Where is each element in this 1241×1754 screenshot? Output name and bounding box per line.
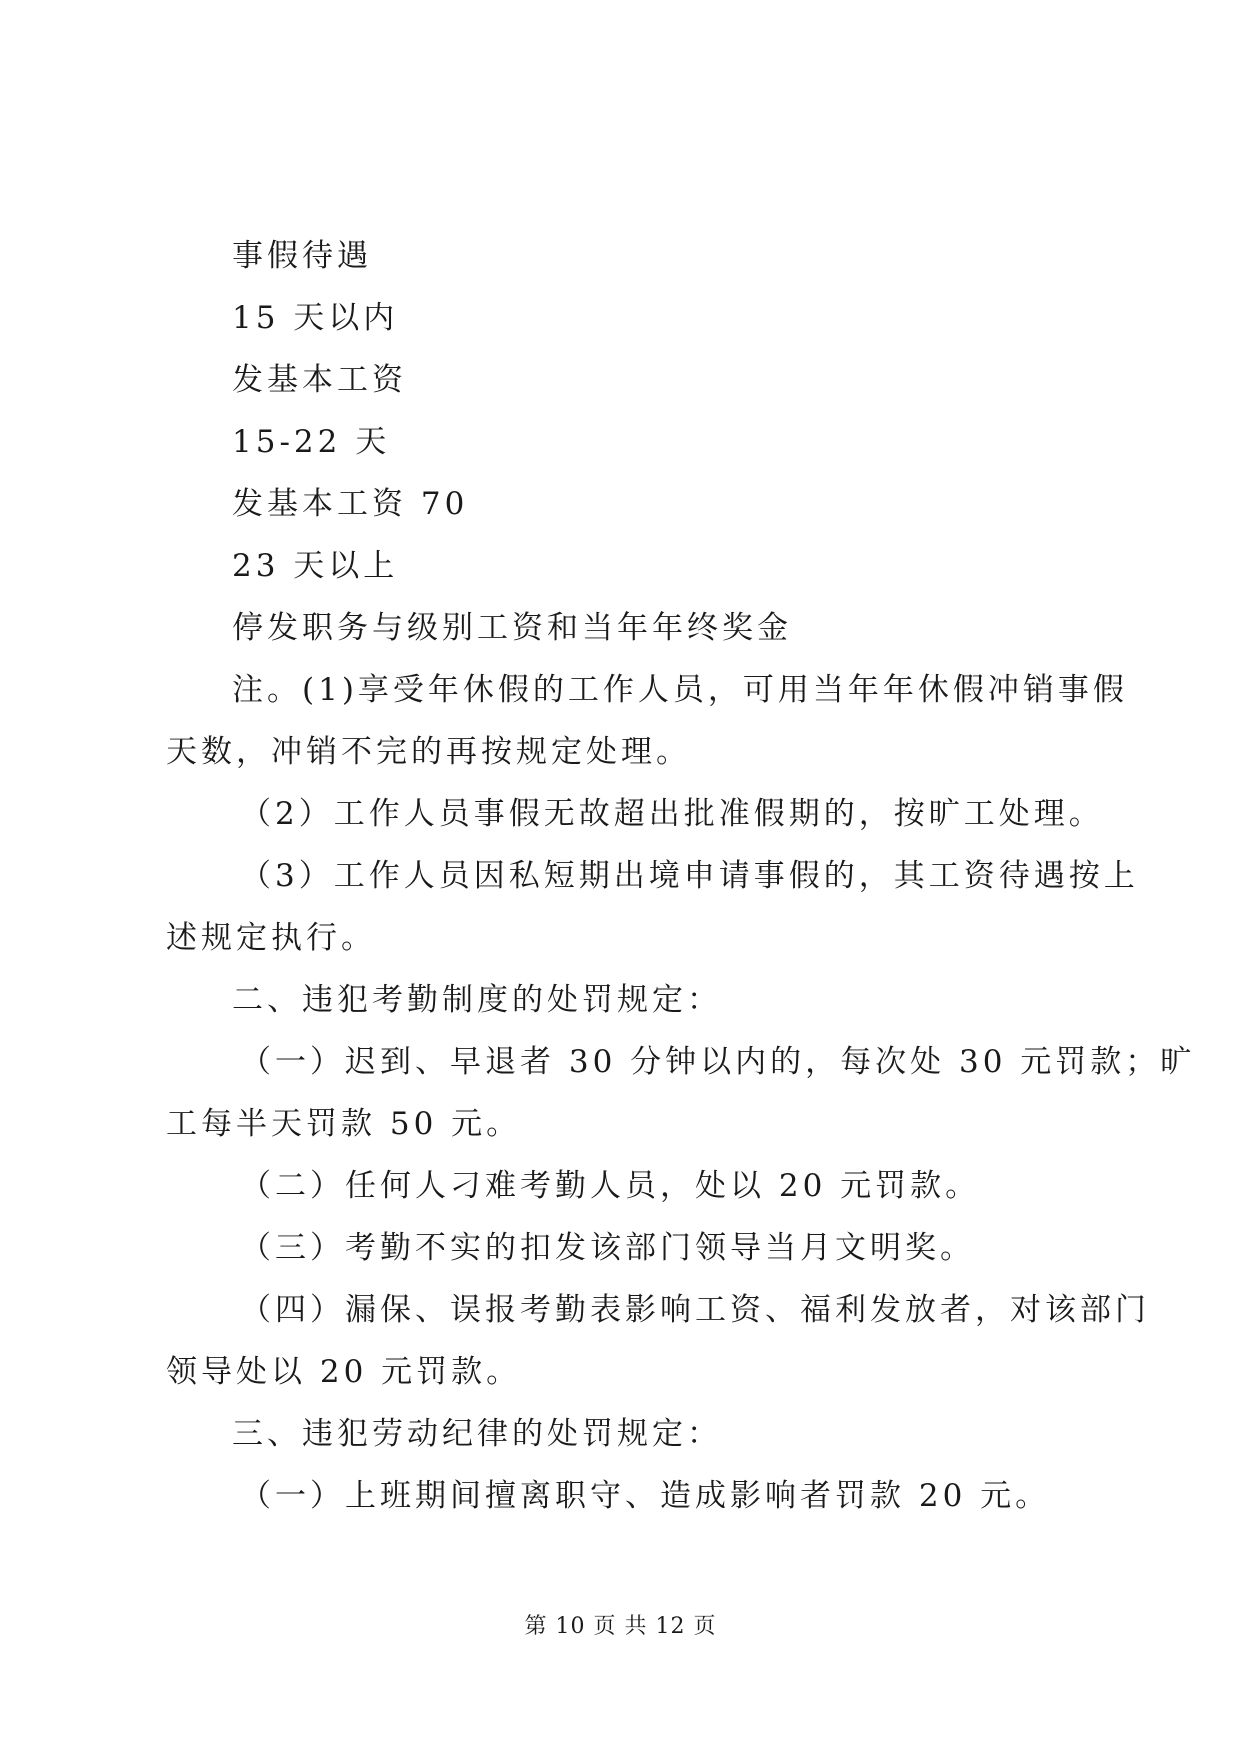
text-line: 发基本工资 70 <box>232 486 469 522</box>
text-line: 停发职务与级别工资和当年年终奖金 <box>232 610 792 646</box>
text-line: 事假待遇 <box>232 238 372 274</box>
text-line: 天数，冲销不完的再按规定处理。 <box>166 734 691 770</box>
text-line: 工每半天罚款 50 元。 <box>166 1106 522 1142</box>
text-line: （三）考勤不实的扣发该部门领导当月文明奖。 <box>240 1230 975 1266</box>
section-heading: 二、违犯考勤制度的处罚规定： <box>232 982 722 1018</box>
text-line: （一）上班期间擅离职守、造成影响者罚款 20 元。 <box>240 1478 1051 1514</box>
text-line: 15 天以内 <box>232 300 399 336</box>
text-line: （一）迟到、早退者 30 分钟以内的，每次处 30 元罚款；旷 <box>240 1044 1196 1080</box>
page-number-footer: 第 10 页 共 12 页 <box>524 1614 717 1639</box>
text-line: （四）漏保、误报考勤表影响工资、福利发放者，对该部门 <box>240 1292 1150 1328</box>
section-heading: 三、违犯劳动纪律的处罚规定： <box>232 1416 722 1452</box>
text-line: 发基本工资 <box>232 362 407 398</box>
text-line: （3）工作人员因私短期出境申请事假的，其工资待遇按上 <box>240 858 1139 894</box>
text-line: 述规定执行。 <box>166 920 376 956</box>
text-line: 领导处以 20 元罚款。 <box>166 1354 522 1390</box>
text-line: 注。(1)享受年休假的工作人员，可用当年年休假冲销事假 <box>232 672 1128 708</box>
text-line: 15-22 天 <box>232 424 391 460</box>
text-line: （二）任何人刁难考勤人员，处以 20 元罚款。 <box>240 1168 981 1204</box>
text-line: （2）工作人员事假无故超出批准假期的，按旷工处理。 <box>240 796 1104 832</box>
text-line: 23 天以上 <box>232 548 399 584</box>
